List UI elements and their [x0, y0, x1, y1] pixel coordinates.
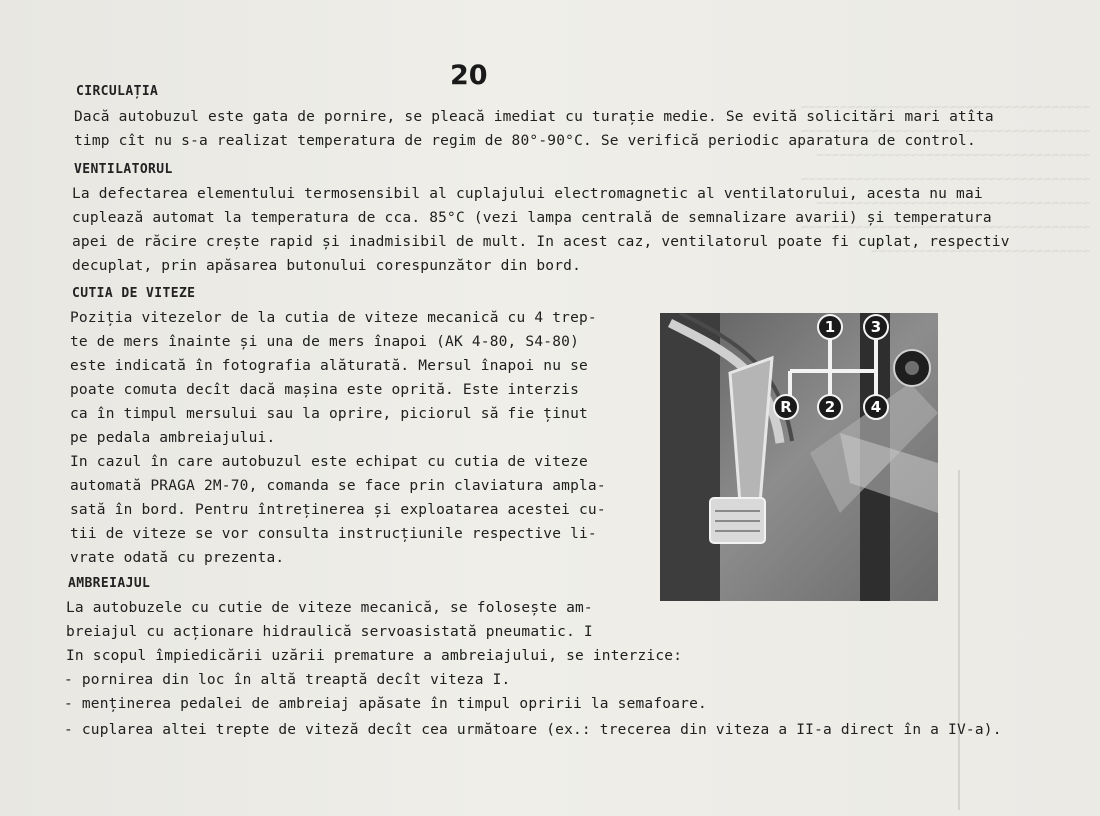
text-line: pe pedala ambreiajului. — [70, 430, 276, 446]
heading-ventilatorul: VENTILATORUL — [74, 162, 173, 177]
gear-3-label: 3 — [870, 318, 882, 336]
text-line: In cazul în care autobuzul este echipat cu cutia de viteze — [70, 454, 588, 470]
text-line: La autobuzele cu cutie de viteze mecanică, se folosește am- — [66, 600, 593, 616]
gear-shift-illustration — [660, 313, 938, 601]
gear-shift-photo — [660, 313, 938, 601]
text-line: apei de răcire crește rapid și inadmisibil de mult. In acest caz, ventilatorul poate fi cuplat, respectiv — [72, 234, 1010, 250]
text-line: cuplează automat la temperatura de cca. 85°C (vezi lampa centrală de semnalizare avarii) și temperatura — [72, 210, 992, 226]
text-line: vrate odată cu prezenta. — [70, 550, 285, 566]
heading-ambreiajul: AMBREIAJUL — [68, 576, 151, 591]
heading-circulatia: CIRCULAȚIA — [76, 84, 159, 99]
paper-crease — [958, 470, 960, 810]
text-line: Dacă autobuzul este gata de pornire, se pleacă imediat cu turație medie. Se evită solicitări mari atîta — [74, 109, 994, 125]
text-line: automată PRAGA 2M-70, comanda se face prin claviatura ampla- — [70, 478, 606, 494]
heading-cutia-de-viteze: CUTIA DE VITEZE — [72, 286, 196, 301]
gear-2-label: 2 — [824, 398, 836, 416]
text-line: Poziția vitezelor de la cutia de viteze mecanică cu 4 trep- — [70, 310, 597, 326]
text-line: tii de viteze se vor consulta instrucțiunile respective li- — [70, 526, 597, 542]
text-line: In scopul împiedicării uzării premature a ambreiajului, se interzice: — [66, 648, 683, 664]
page-number: 20 — [450, 60, 488, 91]
text-line: este indicată în fotografia alăturată. Mersul înapoi nu se — [70, 358, 588, 374]
text-line: poate comuta decît dacă mașina este oprită. Este interzis — [70, 382, 579, 398]
list-item: - menținerea pedalei de ambreiaj apăsate în timpul opririi la semafoare. — [64, 696, 707, 712]
text-line: decuplat, prin apăsarea butonului corespunzător din bord. — [72, 258, 581, 274]
gear-1-label: 1 — [824, 318, 836, 336]
gear-4-label: 4 — [870, 398, 882, 416]
text-line: sată în bord. Pentru întreținerea și exploatarea acestei cu- — [70, 502, 606, 518]
text-line: ca în timpul mersului sau la oprire, piciorul să fie ținut — [70, 406, 588, 422]
text-line: te de mers înainte și una de mers înapoi (AK 4-80, S4-80) — [70, 334, 579, 350]
text-line: breiajul cu acționare hidraulică servoasistată pneumatic. I — [66, 624, 593, 640]
gear-reverse-label: R — [780, 398, 792, 416]
show-through-texture: ~~~~~~~~~~~~~~~~~~~~~~~~~~~~~~~~~~~~~ ~~~~~~~~~~~~~~~~~~~~~~~~~~~~~~~~~~~~~ ~~~~~~~~~~~~~~~~~~~~~~~~~~~~~~~~~~~ ~~~~~~~~~~~~~~~~~~~~~~~~~~~~~~~~~~~~~ ~~~~~~~~~~~~~~~~~~~~~~~~~~~~~~~~~~~ ~~~~~~~~~~~~~~~~~~~~~~~~~~~~~~~~~~~~~ ~~~~~~~~~~~~~~~~~~~~~~~~~~~~ — [800, 100, 1090, 259]
list-item: - pornirea din loc în altă treaptă decît viteza I. — [64, 672, 511, 688]
text-line: timp cît nu s-a realizat temperatura de regim de 80°-90°C. Se verifică periodic aparatura de control. — [74, 133, 976, 149]
list-item: - cuplarea altei trepte de viteză decît cea următoare (ex.: trecerea din viteza a II-a direct în a IV-a). — [64, 722, 1002, 738]
text-line: La defectarea elementului termosensibil al cuplajului electromagnetic al ventilatorului, acesta nu mai — [72, 186, 983, 202]
